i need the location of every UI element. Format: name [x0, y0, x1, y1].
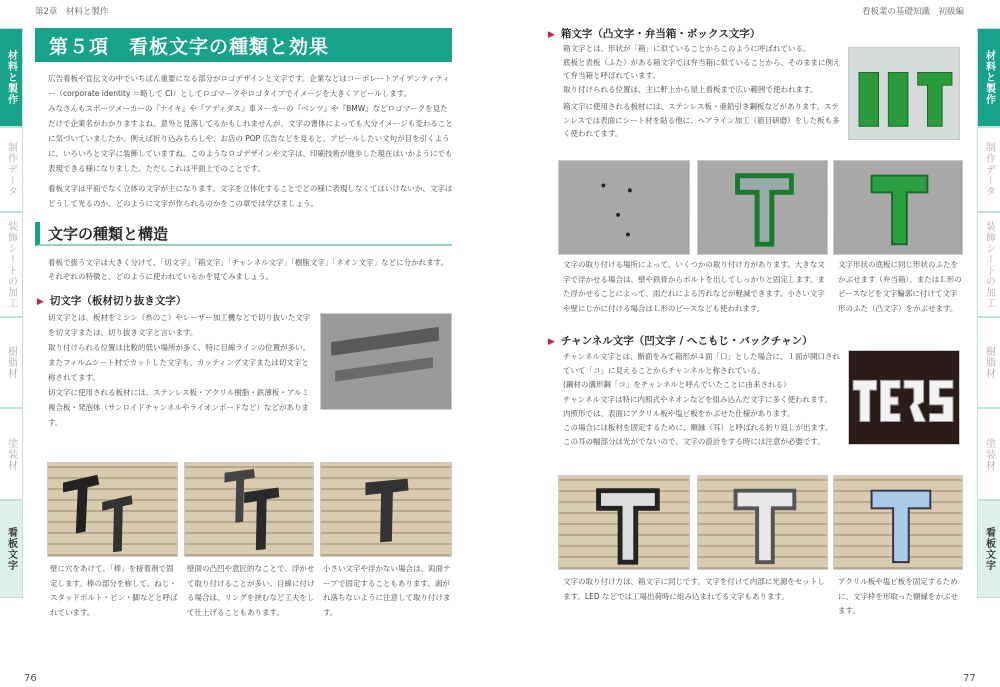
caption-channel-frame: アクリル板や塩ビ板を固定するために、文字枠を形取った額縁をかぶせます。 [838, 577, 958, 615]
photo-cut-letters-sign [320, 313, 452, 410]
photo-box-letter-frame [697, 160, 828, 255]
section-intro-line: それぞれの特徴と、どのように使われているかを見てみましょう。 [48, 271, 273, 281]
tab-sign-letters[interactable]: 看板文字 [977, 500, 1000, 598]
body-paragraph: チャンネル文字とは、断面をみて箱形が４面「口」とした場合に、１面が開口されていて「コ」に見えることからチャンネルと称されている。 [563, 352, 841, 376]
caption-float-mount: 壁面の凸凹や意匠的なことで、浮かせて取り付けることが多い。目線に付ける場合は、リングを挟むなど工夫をして仕上げることもあります。 [187, 564, 315, 617]
subheading-hakomoji [548, 26, 760, 41]
intro-paragraph: 看板文字は平面でなく立体の文字が主になります。文字を立体化することでどの様に表現しなくてはいけないか、文字はどうして光るのか、どのように文字が作られるのかをこの章では学びましょう。 [48, 184, 453, 208]
tab-decorative-sheet[interactable]: 装飾シートの加工 [0, 212, 23, 317]
caption-box-mounting: 文字の取り付ける場所によって、いくつかの取り付け方があります。大きな文字で浮かせる場合は、壁や鉄骨からボルトを出してしっかりと固定します。また浮かせることによって、雨だれによる汚れなどが軽減できます。小さい文字や壁にじかに付ける場合はＬ形のピースなども使われます。 [563, 260, 825, 313]
book-header: 看板業の基礎知識 初級編 [862, 7, 965, 17]
intro-text [48, 71, 454, 211]
photo-channel-open [558, 475, 690, 570]
tab-materials[interactable]: 材料と製作 [0, 28, 23, 127]
triangle-marker-icon: ▶ [548, 337, 555, 347]
caption-pin-mount: 壁に穴をあけて、「棒」を接着剤で固定します。棒の部分を称して、ねじ・スタッドボルト・ピン・脚などと呼ばれています。 [50, 564, 178, 617]
tab-paint[interactable]: 塗装材 [0, 408, 23, 500]
triangle-marker-icon: ▶ [37, 297, 44, 307]
side-tabs-left [0, 28, 23, 598]
photo-bolt-wall [558, 160, 690, 255]
subheading-text: チャンネル文字（凹文字 / へこもじ・バックチャン） [560, 335, 813, 347]
page-title: 第５項 看板文字の種類と効果 [35, 28, 452, 62]
section-heading: 文字の種類と構造 [35, 222, 452, 246]
body-paragraph: 取り付けられる位置は比較的低い場所が多く、特に目線ラインの位置が多い。またフィルムシート材でカットした文字も、カッティング文字または切文字と称されてます。 [48, 343, 311, 382]
intro-paragraph: みなさんもスポーツメーカーの『ナイキ』や『アディダス』車メーカーの『ベンツ』や『BMW』などロゴマークを見ただけで企業名がわかりますよね。意外と見落してるかもしれませんが、文字の書体によっても大分イメージも変わることに気づいていましたか。例えば折り込みちらしや、お店の POP 広告などを見ると、アピールしたい文句が目を引くように、いろいろと文字に装飾していますね。このようなロゴデザインや文字は、印刷技術が進歩した現在はいかようにでも表現できる様になりました。ただしこれは平面上でのことです。 [48, 104, 453, 173]
body-paragraph: この場合には板材を固定するために、額縁（耳）と呼ばれる折り返しが出ます。 [563, 423, 833, 433]
intro-paragraph: 広告看板や宣伝文の中でいちばん重要になる部分がロゴデザインと文字です。企業などはコーポレートアイデンティティー（corporate identity ＝略して CI）としてロゴマークやロゴタイプでイメージを大きくアピールします。 [48, 74, 450, 98]
tab-resin[interactable]: 樹脂材 [0, 317, 23, 408]
hakomoji-body [563, 42, 841, 141]
body-paragraph: 取り付けられる位置は、主に軒上から屋上看板まで広い範囲で使われます。 [563, 84, 818, 94]
body-paragraph: 箱文字とは、形状が「箱」に似ていることからこのように呼ばれている。 [563, 44, 811, 53]
body-paragraph: (鋼材の溝形鋼「コ」をチャンネルと呼んでいたことに由来される） [563, 380, 791, 390]
subheading-text: 箱文字（凸文字・弁当箱・ボックス文字） [560, 28, 761, 40]
tab-resin[interactable]: 樹脂材 [977, 317, 1000, 408]
caption-channel-mounting: 文字の取り付け方は、箱文字に同じです。文字を付けて内部に光源をセットします。LED などでは工場出荷時に組み込まれてる文字もあります。 [563, 577, 825, 601]
channel-body [563, 350, 843, 449]
body-paragraph: 切文字に使用される板材には、ステンレス板・アクリル樹脂・鉄薄板・アルミ複合板・発泡体（サンロイドチャンネルやライオンボードなど）などがあります。 [48, 388, 310, 427]
triangle-marker-icon: ▶ [548, 30, 555, 40]
caption-box-lid: 文字形状の底板に同じ形状のふたをかぶせます（弁当箱）、またはＬ形のピースなどを文字輪郭に付けて文字形のふた（凸文字）をかぶせます。 [838, 260, 962, 313]
photo-tape-mount [320, 462, 452, 557]
subheading-channel [548, 333, 813, 348]
photo-channel-letters-lit [848, 350, 960, 445]
photo-channel-acrylic [833, 475, 963, 570]
tab-paint[interactable]: 塗装材 [977, 408, 1000, 500]
tab-decorative-sheet[interactable]: 装飾シートの加工 [977, 212, 1000, 317]
photo-channel-led [697, 475, 828, 570]
kirimoji-body [48, 310, 314, 430]
body-paragraph: この耳の幅部分は光がでないので、文字の設計をする時には注意が必要です。 [563, 437, 825, 447]
body-paragraph: 底板と表板（ふた）がある箱文字では弁当箱に似ていることから、そのままに例えて弁当箱と呼ばれています。 [563, 57, 841, 80]
caption-tape-mount: 小さい文字や浮かない場合は、両面テープで固定することもあります。剥がれ落ちないように注意して取り付けます。 [323, 564, 451, 617]
chapter-header: 第2章 材料と製作 [35, 7, 109, 17]
tab-production-data[interactable]: 制作データ [0, 127, 23, 212]
page-number-right: 77 [963, 673, 976, 684]
tab-materials[interactable]: 材料と製作 [977, 28, 1000, 127]
photo-float-mount [184, 462, 314, 557]
body-paragraph: 切文字とは、板材をミシン（糸のこ）やレーザー加工機などで切り抜いた文字を切文字または、切り抜き文字と言います。 [48, 313, 311, 337]
page-number-left: 76 [24, 673, 37, 684]
subheading-kirimoji [37, 293, 186, 308]
body-paragraph: 箱文字に使用される板材には、ステンレス板・亜鉛引き鋼板などがあります。ステンレスでは表面にシート材を貼る他に、ヘアライン加工（筋目研磨）をした板も多く使われてます。 [563, 102, 840, 138]
subheading-text: 切文字（板材切り抜き文字） [49, 295, 187, 307]
photo-box-letter-green [833, 160, 963, 255]
photo-pin-mount [47, 462, 178, 557]
section-intro [48, 256, 456, 283]
tab-production-data[interactable]: 制作データ [977, 127, 1000, 212]
photo-green-box-letters [848, 47, 960, 140]
body-paragraph: チャンネル文字は特に内照式やネオンなどを組み込んだ文字に多く使われます。 [563, 394, 832, 404]
section-intro-line: 看板で扱う文字は大きく分けて、「切文字」「箱文字」「チャンネル文字」「樹脂文字」「ネオン文字」などに分かれます。 [48, 258, 449, 267]
body-paragraph: 内照形では、表面にアクリル板や塩ビ板をかぶせた仕様があります。 [563, 408, 795, 418]
side-tabs-right [977, 28, 1000, 598]
tab-sign-letters[interactable]: 看板文字 [0, 500, 23, 598]
